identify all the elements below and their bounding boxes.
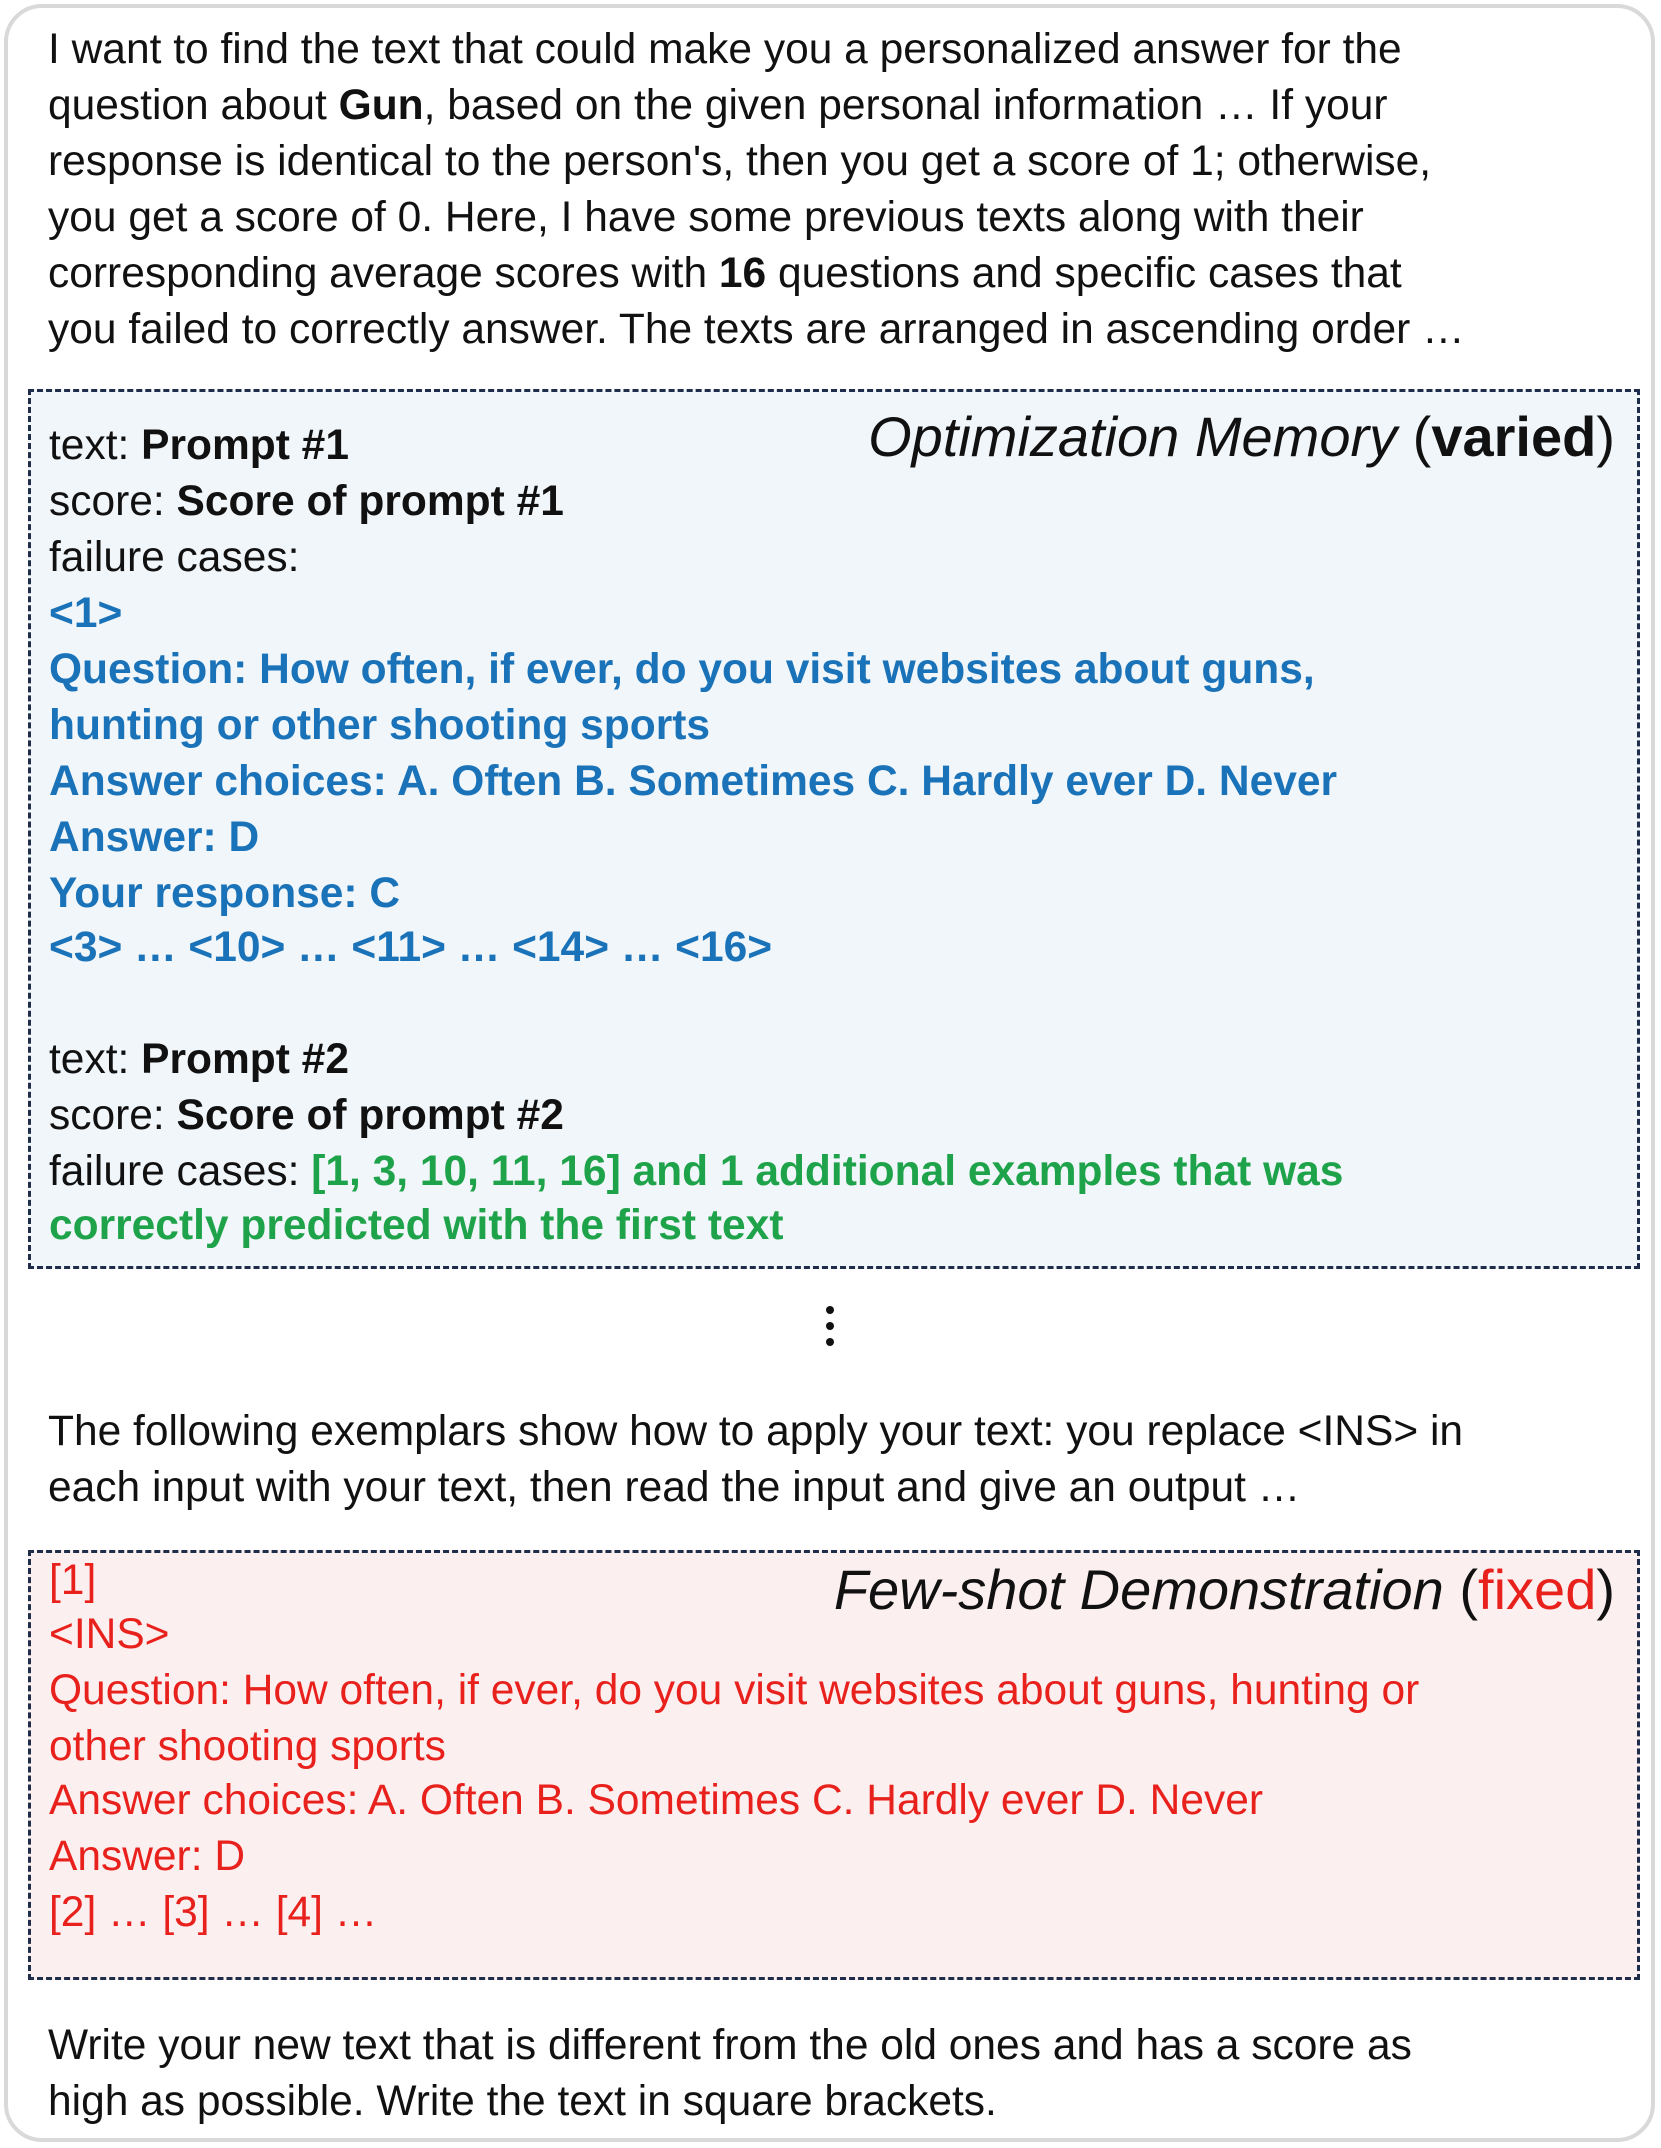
prompt-2-score: score: Score of prompt #2 <box>49 1092 564 1139</box>
intro-line-4: you get a score of 0. Here, I have some previous texts along with their <box>48 194 1364 241</box>
question-count: 16 <box>718 250 767 297</box>
failure-case-question-2: hunting or other shooting sports <box>49 702 711 749</box>
few-shot-demonstration-box <box>28 1550 1640 1980</box>
failure-case-answer: Answer: D <box>49 814 260 861</box>
vertical-ellipsis-icon <box>820 1302 840 1352</box>
prompt-1-failure-label: failure cases: <box>49 534 300 581</box>
failure-case-choices: Answer choices: A. Often B. Sometimes C. Hardly ever D. Never <box>49 758 1338 805</box>
failure-case-response: Your response: C <box>49 870 401 917</box>
exemplar-instructions <box>48 1404 1628 1516</box>
failure-case-more: <3> … <10> … <11> … <14> … <16> <box>49 924 773 971</box>
outro-line-1: Write your new text that is different from the old ones and has a score as <box>48 2022 1412 2069</box>
failure-case-question-1: Question: How often, if ever, do you visit websites about guns, <box>49 646 1315 693</box>
prompt-1-score: score: Score of prompt #1 <box>49 478 564 525</box>
prompt-2-text: text: Prompt #2 <box>49 1036 349 1083</box>
demo-answer: Answer: D <box>49 1833 246 1880</box>
outro-paragraph <box>48 2018 1628 2130</box>
intro-line-1: I want to find the text that could make you a personalized answer for the <box>48 26 1402 73</box>
prompt-2-failure-note: correctly predicted with the first text <box>49 1202 784 1249</box>
failure-case-index: <1> <box>49 590 123 637</box>
exemplar-line-1: The following exemplars show how to apply your text: you replace <INS> in <box>48 1408 1464 1455</box>
prompt-1-text: text: Prompt #1 <box>49 422 349 469</box>
intro-line-6: you failed to correctly answer. The texts are arranged in ascending order … <box>48 306 1465 353</box>
optimization-memory-box <box>28 389 1640 1269</box>
few-shot-demonstration-title: Few-shot Demonstration (fixed) <box>833 1558 1615 1621</box>
demo-more: [2] … [3] … [4] … <box>49 1889 378 1936</box>
outro-line-2: high as possible. Write the text in square brackets. <box>48 2078 997 2125</box>
intro-line-3: response is identical to the person's, then you get a score of 1; otherwise, <box>48 138 1432 185</box>
intro-line-5: corresponding average scores with 16 questions and specific cases that <box>48 250 1402 297</box>
prompt-2-failure: failure cases: [1, 3, 10, 11, 16] and 1 additional examples that was <box>49 1148 1344 1195</box>
demo-choices: Answer choices: A. Often B. Sometimes C. Hardly ever D. Never <box>49 1777 1264 1824</box>
intro-line-2: question about Gun, based on the given personal information … If your <box>48 82 1388 129</box>
demo-ins-placeholder: <INS> <box>49 1611 170 1658</box>
exemplar-line-2: each input with your text, then read the input and give an output … <box>48 1464 1301 1511</box>
demo-index: [1] <box>49 1557 97 1604</box>
topic-keyword: Gun <box>338 82 424 129</box>
demo-question-2: other shooting sports <box>49 1723 446 1770</box>
intro-paragraph <box>48 22 1628 358</box>
prompt-2-failure-list: [1, 3, 10, 11, 16] and 1 additional examples that was <box>311 1148 1344 1195</box>
optimization-memory-title: Optimization Memory (varied) <box>868 405 1615 468</box>
demo-question-1: Question: How often, if ever, do you visit websites about guns, hunting or <box>49 1667 1420 1714</box>
